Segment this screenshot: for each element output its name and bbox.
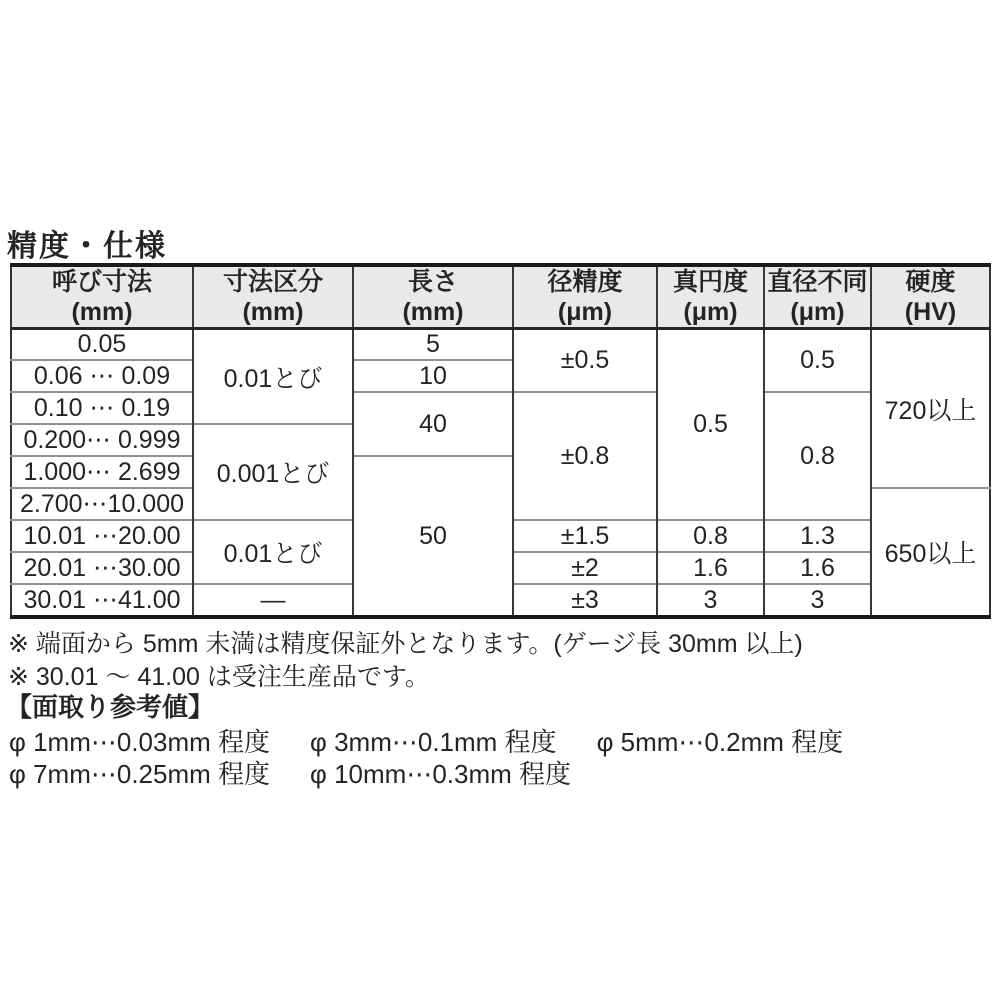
col-header-title: 寸法区分	[222, 268, 323, 296]
col-header-unit: (μm)	[790, 298, 845, 326]
col-header-unit: (μm)	[557, 298, 613, 326]
cell-dia-variation: 0.8	[764, 392, 871, 520]
page-title: 精度・仕様	[7, 230, 167, 263]
cell-nominal: 2.700⋯10.000	[11, 488, 193, 520]
col-header-length	[353, 265, 513, 329]
cell-hardness: 720以上	[871, 329, 990, 489]
col-header-dia-variation	[764, 265, 871, 329]
cell-dia-accuracy: ±1.5	[513, 520, 657, 552]
chamfer-item: φ 7mm⋯0.25mm 程度	[9, 759, 271, 789]
cell-nominal: 20.01 ⋯30.00	[11, 552, 193, 584]
col-header-unit: (HV)	[904, 298, 957, 326]
col-header-title: 長さ	[407, 268, 458, 296]
cell-dia-variation: 1.3	[764, 520, 871, 552]
cell-roundness: 1.6	[657, 552, 764, 584]
col-header-nominal	[11, 265, 193, 329]
chamfer-item: φ 5mm⋯0.2mm 程度	[596, 727, 844, 757]
cell-nominal: 1.000⋯ 2.699	[11, 456, 193, 488]
cell-dia-variation: 3	[764, 584, 871, 617]
cell-length: 40	[353, 392, 513, 456]
cell-nominal: 0.10 ⋯ 0.19	[11, 392, 193, 424]
cell-length: 5	[353, 329, 513, 361]
col-header-title: 径精度	[547, 268, 623, 296]
cell-dia-variation: 0.5	[764, 329, 871, 393]
col-header-dia-accuracy	[513, 265, 657, 329]
table-row	[11, 329, 990, 361]
spec-table	[10, 263, 991, 619]
col-header-roundness	[657, 265, 764, 329]
cell-dia-accuracy: ±0.5	[513, 329, 657, 393]
cell-roundness: 0.8	[657, 520, 764, 552]
cell-nominal: 30.01 ⋯41.00	[11, 584, 193, 617]
cell-dia-variation: 1.6	[764, 552, 871, 584]
cell-nominal: 0.05	[11, 329, 193, 361]
cell-step: 0.01とび	[193, 329, 353, 425]
cell-dia-accuracy: ±3	[513, 584, 657, 617]
cell-step: 0.001とび	[193, 424, 353, 520]
col-header-step	[193, 265, 353, 329]
cell-dia-accuracy: ±0.8	[513, 392, 657, 520]
note-accuracy-guarantee: ※ 端面から 5mm 未満は精度保証外となります。(ゲージ長 30mm 以上)	[8, 630, 803, 658]
table-row	[11, 392, 990, 424]
cell-nominal: 10.01 ⋯20.00	[11, 520, 193, 552]
chamfer-item: φ 1mm⋯0.03mm 程度	[9, 727, 271, 757]
chamfer-section-title: 【面取り参考値】	[6, 692, 215, 722]
chamfer-item: φ 10mm⋯0.3mm 程度	[310, 759, 572, 789]
chamfer-item: φ 3mm⋯0.1mm 程度	[310, 727, 557, 757]
col-header-unit: (mm)	[242, 298, 304, 326]
cell-length: 10	[353, 360, 513, 392]
col-header-title: 直径不同	[767, 268, 868, 296]
cell-dia-accuracy: ±2	[513, 552, 657, 584]
cell-roundness: 3	[657, 584, 764, 617]
col-header-title: 呼び寸法	[51, 268, 152, 296]
col-header-title: 硬度	[905, 268, 956, 296]
col-header-title: 真円度	[672, 268, 748, 296]
header-row	[11, 265, 990, 329]
col-header-unit: (mm)	[402, 298, 464, 326]
cell-roundness: 0.5	[657, 329, 764, 521]
cell-step: 0.01とび	[193, 520, 353, 584]
cell-hardness: 650以上	[871, 488, 990, 617]
note-made-to-order: ※ 30.01 ～ 41.00 は受注生産品です。	[8, 663, 430, 691]
col-header-unit: (mm)	[71, 298, 133, 326]
cell-nominal: 0.200⋯ 0.999	[11, 424, 193, 456]
cell-nominal: 0.06 ⋯ 0.09	[11, 360, 193, 392]
cell-step: —	[193, 584, 353, 617]
col-header-hardness	[871, 265, 990, 329]
cell-length: 50	[353, 456, 513, 617]
chamfer-line-2	[9, 754, 611, 791]
col-header-unit: (μm)	[683, 298, 738, 326]
